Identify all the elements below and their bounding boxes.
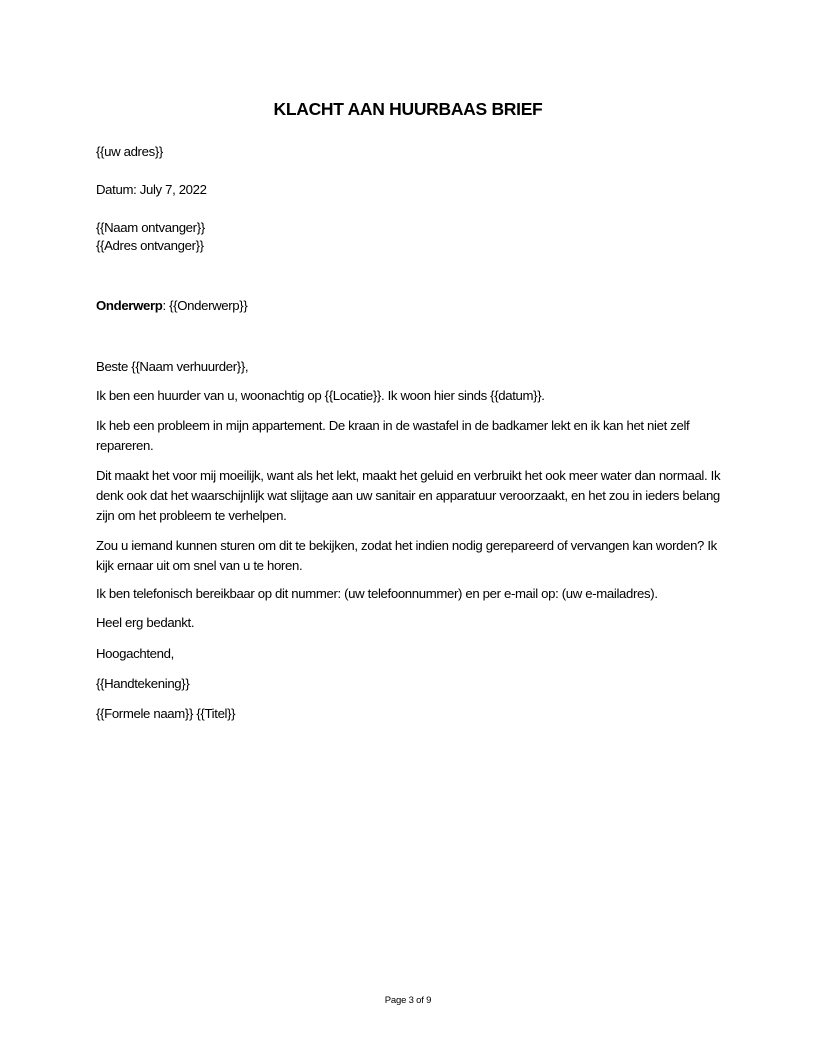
body-paragraph: Ik ben een huurder van u, woonachtig op {{Locatie}}. Ik woon hier sinds {{datum}}. — [96, 388, 545, 403]
body-paragraph: Zou u iemand kunnen sturen om dit te bekijken, zodat het indien nodig gerepareerd of vervangen kan worden? Ik kijk ernaar uit om snel van u te horen. — [96, 538, 717, 573]
recipient-address: {{Adres ontvanger}} — [96, 238, 204, 253]
signature: {{Handtekening}} — [96, 676, 190, 691]
subject-label: Onderwerp — [96, 298, 163, 313]
formal-name-title: {{Formele naam}} {{Titel}} — [96, 706, 236, 721]
sender-address: {{uw adres}} — [96, 144, 163, 159]
thanks-line: Heel erg bedankt. — [96, 615, 195, 630]
date-line: Datum: July 7, 2022 — [96, 182, 207, 197]
body-paragraph: Dit maakt het voor mij moeilijk, want als het lekt, maakt het geluid en verbruikt het ook meer water dan normaal. Ik denk ook dat het waarschijnlijk wat slijtage aan uw sanitair en apparatuur veroorzaakt, en het zou in ieders belang zijn om het probleem te verhelpen. — [96, 468, 721, 523]
body-paragraph: Ik ben telefonisch bereikbaar op dit nummer: (uw telefoonnummer) en per e-mail op: (uw e-mailadres). — [96, 586, 658, 601]
recipient-name: {{Naam ontvanger}} — [96, 220, 205, 235]
closing: Hoogachtend, — [96, 646, 174, 661]
subject-line — [96, 297, 247, 315]
salutation: Beste {{Naam verhuurder}}, — [96, 359, 249, 374]
subject-value: : {{Onderwerp}} — [162, 298, 248, 313]
body-paragraph: Ik heb een probleem in mijn appartement. De kraan in de wastafel in de badkamer lekt en ik kan het niet zelf repareren. — [96, 418, 690, 453]
document-title: KLACHT AAN HUURBAAS BRIEF — [273, 99, 543, 119]
page-number: Page 3 of 9 — [384, 995, 432, 1006]
